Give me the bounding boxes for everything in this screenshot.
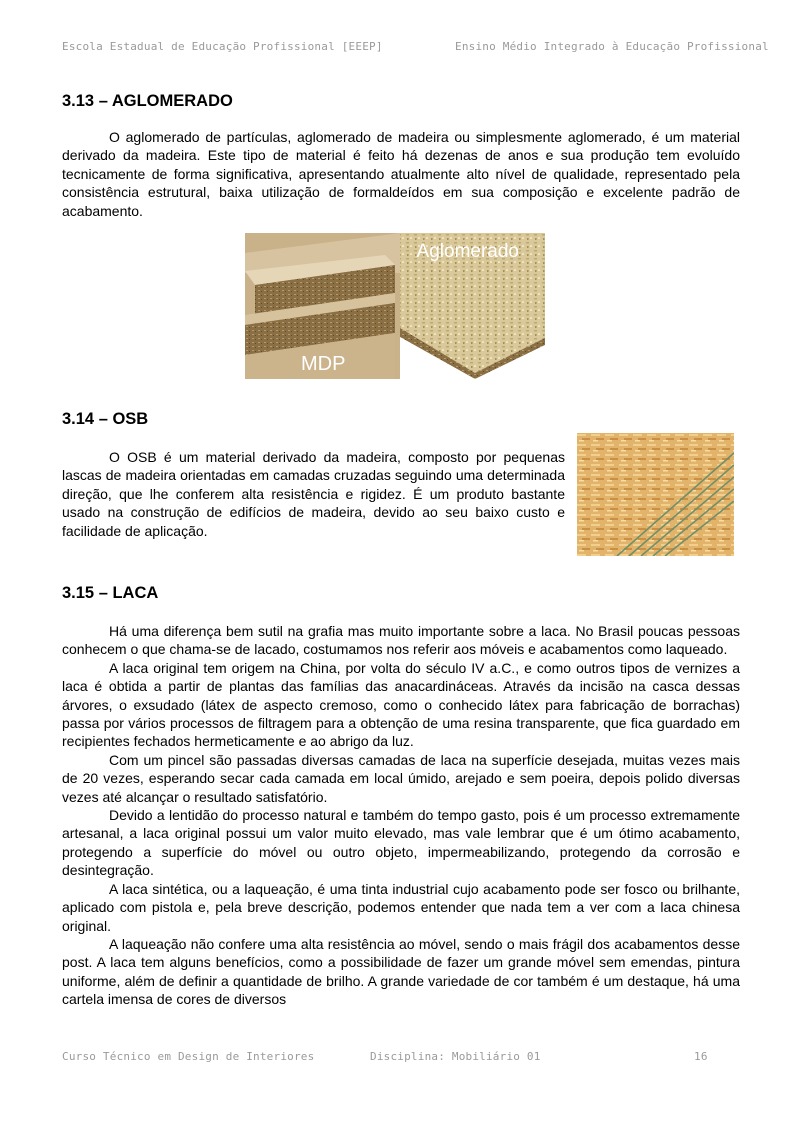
osb-image: [577, 433, 734, 556]
aglomerado-mdp-image: [245, 233, 545, 379]
image-label-aglomerado: Aglomerado: [416, 241, 519, 262]
paragraph: Com um pincel são passadas diversas camadas de laca na superfície desejada, muitas vezes mais de 20 vezes, esperando secar cada camada em local úmido, arejado e sem poeira, depois polido diversas vezes até alcançar o resultado satisfatório.: [62, 751, 740, 805]
paragraph: A laqueação não confere uma alta resistência ao móvel, sendo o mais frágil dos acabamentos desse post. A laca tem alguns benefícios, como a possibilidade de fazer um grande móvel sem emendas, pintura uniforme, além de definir a quantidade de brilho. A grande variedade de cor também é um destaque, há uma cartela imensa de cores de diversos: [62, 935, 740, 1008]
section-title-aglomerado: 3.13 – AGLOMERADO: [62, 92, 233, 110]
paragraph: O aglomerado de partículas, aglomerado de madeira ou simplesmente aglomerado, é um material derivado da madeira. Este tipo de material é feito há dezenas de anos e sua produção tem evoluído tecnicamente de forma significativa, apresentando atualmente alto nível de qualidade, representado pela consistência estrutural, baixa utilização de formaldeídos em sua composição e excelente padrão de acabamento.: [62, 129, 740, 219]
section-title-osb: 3.14 – OSB: [62, 410, 149, 428]
paragraph: A laca sintética, ou a laqueação, é uma tinta industrial cujo acabamento pode ser fosco ou brilhante, aplicado com pistola e, pela breve descrição, podemos entender que nada tem a ver com a laca chinesa original.: [62, 880, 740, 934]
paragraph: Devido a lentidão do processo natural e também do tempo gasto, pois é um processo extremamente artesanal, a laca original possui um valor muito elevado, mas vale lembrar que é um ótimo acabamento, protegendo a superfície do móvel ou outro objeto, impermeabilizando, protegendo da corrosão e desintegração.: [62, 807, 740, 879]
page-number: 16: [694, 1050, 708, 1063]
footer-course-name: Curso Técnico em Design de Interiores: [62, 1050, 315, 1063]
paragraph: A laca original tem origem na China, por volta do século IV a.C., e como outros tipos de vernizes a laca é obtida a partir de plantas das famílias das anacardináceas. Através da incisão na casca dessas árvores, o exsudado (látex de aspecto cremoso, como o conhecido látex para fabricação de borrachas) passa por vários processos de filtragem para a obtenção de uma resina transparente, que fica guardado em recipientes fechados hermeticamente e ao abrigo da luz.: [62, 659, 740, 750]
section-title-laca: 3.15 – LACA: [62, 584, 159, 602]
paragraph: O OSB é um material derivado da madeira, composto por pequenas lascas de madeira orientadas em camadas cruzadas seguindo uma determinada direção, que lhe conferem alta resistência e rigidez. É um produto bastante usado na construção de edifícios de madeira, devido ao seu baixo custo e facilidade de aplicação.: [62, 449, 565, 539]
section-body-osb: [62, 448, 565, 540]
header-course-type: Ensino Médio Integrado à Educação Profissional: [455, 40, 769, 53]
section-body-laca: [62, 622, 740, 1009]
footer-discipline: Disciplina: Mobiliário 01: [370, 1050, 541, 1063]
paragraph: Há uma diferença bem sutil na grafia mas muito importante sobre a laca. No Brasil poucas pessoas conhecem o que chama-se de lacado, costumamos nos referir aos móveis e acabamentos como laqueado.: [62, 623, 740, 658]
header-school-name: Escola Estadual de Educação Profissional [EEEP]: [62, 40, 383, 53]
section-body-aglomerado: [62, 128, 740, 220]
image-label-mdp: MDP: [301, 353, 346, 375]
osb-board-illustration: [577, 433, 734, 556]
